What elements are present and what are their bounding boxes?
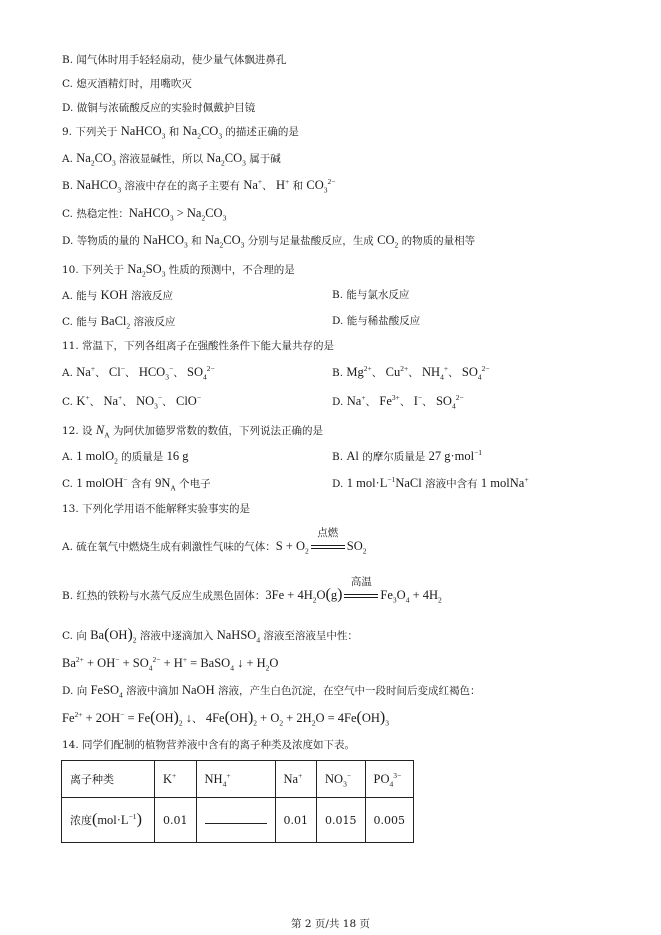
table-cell-blank[interactable] — [196, 798, 275, 843]
q9-option-d: D. 等物质的量的 NaHCO$_3$ 和 $Na_2CO_3$ 分别与足量盐酸反应，生成 $CO_2$ 的物质的量相等 — [62, 233, 476, 250]
q10-option-b: B. 能与氯水反应 — [332, 289, 410, 301]
q9-option-c: C. 热稳定性：NaHCO$_3$ > $Na_2CO_3$ — [62, 206, 227, 223]
table-cell-value: 0.015 — [317, 798, 366, 843]
table-cell-ion: $PO_4^{3-}$ — [365, 761, 414, 798]
q10-stem: 10. 下列关于 $Na_2SO_3$ 性质的预测中，不合理的是 — [62, 262, 295, 279]
q10-option-d: D. 能与稀盐酸反应 — [332, 315, 421, 327]
table-cell-ion: Na+ — [275, 761, 317, 798]
q11-option-a: A. Na+、 Cl−、 $HCO_3^-$、 $SO_4^{2-}$ — [62, 363, 215, 382]
table-cell-ion: K+ — [155, 761, 197, 798]
q13-option-d: D. 向 FeSO$_4$ 溶液中滴加 NaOH 溶液，产生白色沉淀，在空气中一段时间后变成红褐色： — [62, 683, 481, 700]
table-cell-value: 0.005 — [365, 798, 414, 843]
option-d-line: D. 做铜与浓硫酸反应的实验时佩戴护目镜 — [62, 102, 256, 114]
table-row — [62, 798, 414, 843]
q13-option-c: C. 向 $Ba(OH)_2$ 溶液中逐滴加入 NaHSO$_4$ 溶液至溶液呈中性： — [62, 626, 358, 645]
condition-ignite: 点燃 — [311, 540, 345, 554]
table-row — [62, 761, 414, 798]
q9-stem: 9. 下列关于 NaHCO$_3$ 和 $Na_2CO_3$ 的描述正确的是 — [62, 124, 299, 141]
table-cell-ion: $NO_3^-$ — [317, 761, 366, 798]
q13-option-b: B. 红热的铁粉与水蒸气反应生成黑色固体：$3Fe + 4H_2O(g)$ 高温 $Fe_3O_4 + 4H_2$ — [62, 576, 442, 605]
table-header-ion-type: 离子种类 — [62, 761, 155, 798]
table-header-concentration: 浓度$(mol\cdot L^{-1})$ — [62, 798, 155, 843]
q12-option-a: A. 1 molO$_2$ 的质量是 16 g — [62, 449, 189, 466]
q14-stem: 14. 同学们配制的植物营养液中含有的离子种类及浓度如下表。 — [62, 739, 356, 751]
q12-option-b: B. Al 的摩尔质量是 27 g·mol$^{-1}$ — [332, 447, 483, 463]
condition-high-temp: 高温 — [344, 589, 378, 603]
page-footer: 第 2 页/共 18 页 — [291, 918, 370, 930]
q9-option-a: A. $Na_2CO_3$ 溶液显碱性，所以 $Na_2CO_3$ 属于碱 — [62, 151, 281, 168]
table-cell-value: 0.01 — [275, 798, 317, 843]
answer-blank[interactable] — [205, 813, 267, 824]
option-c-line: C. 熄灭酒精灯时，用嘴吹灭 — [62, 78, 192, 90]
table-cell-ion: $NH_4^+$ — [196, 761, 275, 798]
q13-stem: 13. 下列化学用语不能解释实验事实的是 — [62, 503, 251, 515]
q11-option-c: C. K+、 Na+、 $NO_3^-$、 ClO− — [62, 392, 202, 411]
q13-equation-d: $Fe^{2+} + 2OH^- = Fe(OH)_2$ ↓、 $4Fe(OH)_2 + O_2 + 2H_2O = 4Fe(OH)_3$ — [62, 709, 389, 728]
q11-option-d: D. Na+、 $Fe^{3+}$、 I−、 $SO_4^{2-}$ — [332, 392, 464, 411]
q12-option-c: C. 1 molOH− 含有 $9N_A$ 个电子 — [62, 474, 211, 493]
table-cell-value: 0.01 — [155, 798, 197, 843]
q11-option-b: B. $Mg^{2+}$、 $Cu^{2+}$、 $NH_4^+$、 $SO_4^{2-}$ — [332, 363, 490, 382]
ion-concentration-table — [61, 760, 414, 843]
q9-option-b: B. NaHCO$_3$ 溶液中存在的离子主要有 Na+、 H+ 和 $CO_3^{2-}$ — [62, 176, 336, 195]
q11-stem: 11. 常温下，下列各组离子在强酸性条件下能大量共存的是 — [62, 340, 335, 352]
q13-option-a: A. 硫在氧气中燃烧生成有刺激性气味的气体：$S + O_2$ 点燃 $SO_2$ — [62, 527, 367, 556]
q10-option-a: A. 能与 KOH 溶液反应 — [62, 288, 174, 302]
q12-stem: 12. 设 $N_A$ 为阿伏加德罗常数的数值，下列说法正确的是 — [62, 423, 323, 440]
option-b-line: B. 闻气体时用手轻轻扇动，使少量气体飘进鼻孔 — [62, 54, 287, 66]
q13-equation-c: $Ba^{2+} + OH^- + SO_4^{2-} + H^+$ = BaSO$_4$ ↓ + $H_2O$ — [62, 654, 279, 673]
q12-option-d: D. 1 $mol\cdot L^{-1}NaCl$ 溶液中含有 1 molNa+ — [332, 474, 529, 490]
q10-option-c: C. 能与 BaCl$_2$ 溶液反应 — [62, 314, 176, 331]
